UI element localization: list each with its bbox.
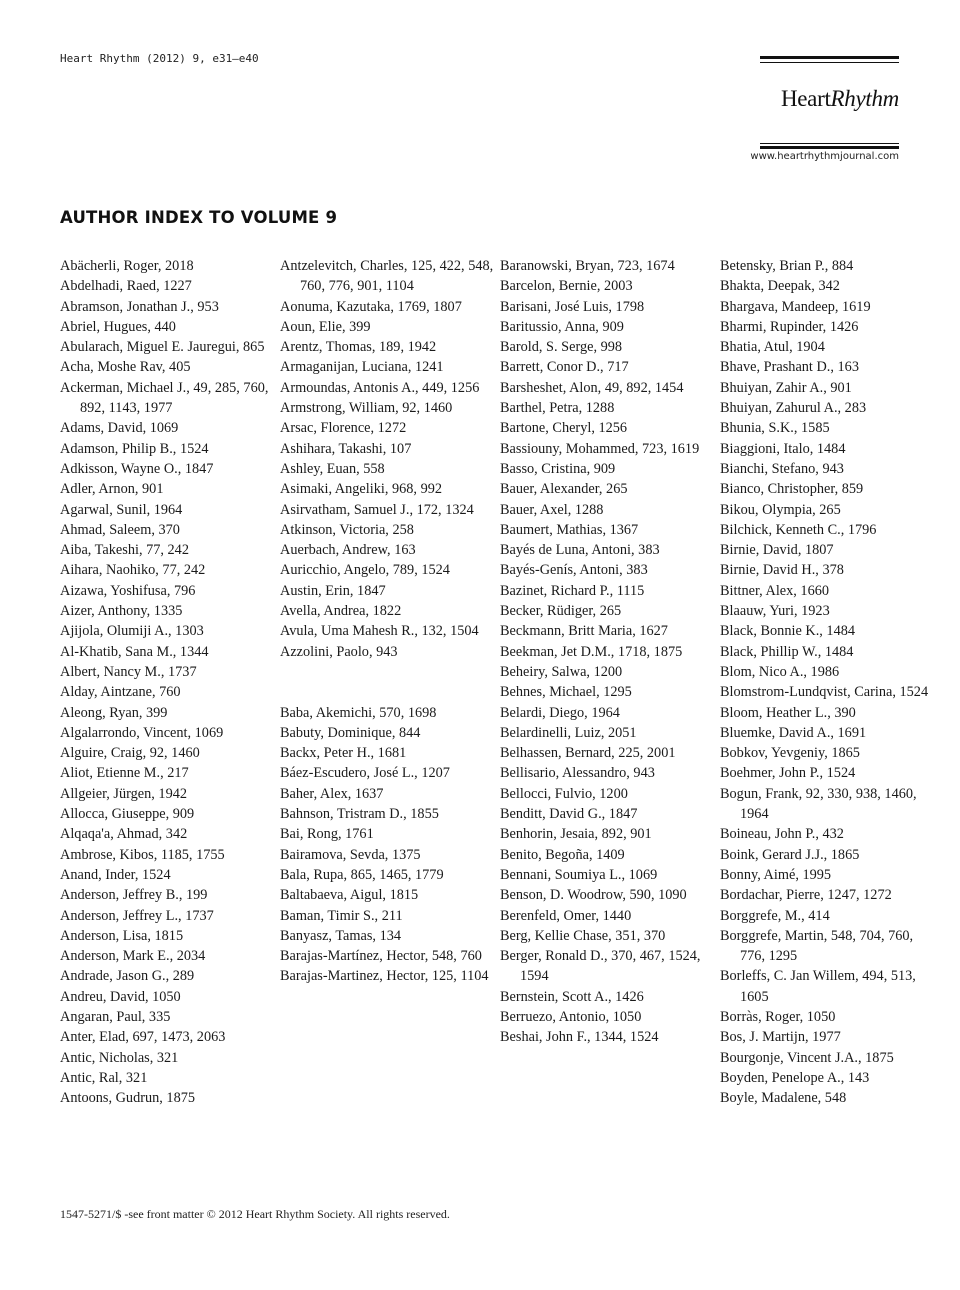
index-entry: Bai, Rong, 1761 <box>280 826 374 843</box>
index-entry: Borleffs, C. Jan Willem, 494, 513, 1605 <box>720 968 916 1005</box>
index-entry: Adkisson, Wayne O., 1847 <box>60 460 214 477</box>
index-entry: Anderson, Jeffrey L., 1737 <box>60 907 214 924</box>
index-entry: Bhave, Prashant D., 163 <box>720 359 859 376</box>
index-entry: Allgeier, Jürgen, 1942 <box>60 785 188 802</box>
index-entry: Bhunia, S.K., 1585 <box>720 420 830 437</box>
index-column-3 <box>500 256 715 1048</box>
index-entry: Allocca, Giuseppe, 909 <box>60 806 195 823</box>
index-entry: Aihara, Naohiko, 77, 242 <box>60 562 206 579</box>
index-entry: Antic, Nicholas, 321 <box>60 1049 179 1066</box>
index-entry: Albert, Nancy M., 1737 <box>60 663 197 680</box>
index-entry: Aleong, Ryan, 399 <box>60 704 168 721</box>
index-entry: Babuty, Dominique, 844 <box>280 724 421 741</box>
index-entry: Borràs, Roger, 1050 <box>720 1008 836 1025</box>
index-entry: Berruezo, Antonio, 1050 <box>500 1008 642 1025</box>
index-entry: Baman, Timir S., 211 <box>280 907 403 924</box>
index-entry: Berg, Kellie Chase, 351, 370 <box>500 927 666 944</box>
index-entry: Bhatia, Atul, 1904 <box>720 339 825 356</box>
index-entry: Alqaqa'a, Ahmad, 342 <box>60 826 188 843</box>
journal-citation: Heart Rhythm (2012) 9, e31–e40 <box>60 52 259 65</box>
index-entry: Boehmer, John P., 1524 <box>720 765 856 782</box>
index-entry: Al-Khatib, Sana M., 1344 <box>60 643 209 660</box>
index-entry: Blomstrom-Lundqvist, Carina, 1524 <box>720 684 929 701</box>
index-entry: Bernstein, Scott A., 1426 <box>500 988 644 1005</box>
index-entry: Barsheshet, Alon, 49, 892, 1454 <box>500 379 684 396</box>
index-entry: Bala, Rupa, 865, 1465, 1779 <box>280 866 444 883</box>
index-entry: Barcelon, Bernie, 2003 <box>500 278 633 295</box>
index-entry: Arsac, Florence, 1272 <box>280 420 407 437</box>
index-entry: Black, Phillip W., 1484 <box>720 643 854 660</box>
index-entry: Baltabaeva, Aigul, 1815 <box>280 887 419 904</box>
index-entry: Bittner, Alex, 1660 <box>720 582 830 599</box>
index-entry: Atkinson, Victoria, 258 <box>280 521 414 538</box>
index-entry: Adams, David, 1069 <box>60 420 179 437</box>
index-entry: Báez-Escudero, José L., 1207 <box>280 765 450 782</box>
index-entry: Borggrefe, M., 414 <box>720 907 830 924</box>
index-entry: Bazinet, Richard P., 1115 <box>500 582 645 599</box>
index-column-2 <box>280 256 495 987</box>
index-entry: Bharmi, Rupinder, 1426 <box>720 318 859 335</box>
index-entry: Algalarrondo, Vincent, 1069 <box>60 724 224 741</box>
index-entry: Bauer, Axel, 1288 <box>500 501 604 518</box>
index-entry: Armstrong, William, 92, 1460 <box>280 400 453 417</box>
index-entry: Anand, Inder, 1524 <box>60 866 171 883</box>
index-entry: Antzelevitch, Charles, 125, 422, 548, 760, 776, 901, 1104 <box>280 258 494 295</box>
index-entry: Basso, Cristina, 909 <box>500 460 616 477</box>
index-entry: Anderson, Lisa, 1815 <box>60 927 184 944</box>
index-entry: Boineau, John P., 432 <box>720 826 844 843</box>
index-entry: Birnie, David, 1807 <box>720 542 834 559</box>
index-entry: Beckmann, Britt Maria, 1627 <box>500 623 668 640</box>
page-title: AUTHOR INDEX TO VOLUME 9 <box>60 208 338 227</box>
index-entry: Bayés-Genís, Antoni, 383 <box>500 562 648 579</box>
index-entry: Bauer, Alexander, 265 <box>500 481 628 498</box>
index-entry: Armaganijan, Luciana, 1241 <box>280 359 444 376</box>
logo-rule-bottom <box>760 146 899 149</box>
index-entry: Betensky, Brian P., 884 <box>720 258 854 274</box>
index-entry: Bloom, Heather L., 390 <box>720 704 856 721</box>
index-entry: Beshai, John F., 1344, 1524 <box>500 1029 659 1046</box>
index-entry: Benito, Begoña, 1409 <box>500 846 625 863</box>
index-entry: Benhorin, Jesaia, 892, 901 <box>500 826 652 843</box>
index-entry: Borggrefe, Martin, 548, 704, 760, 776, 1295 <box>720 927 914 965</box>
index-entry: Austin, Erin, 1847 <box>280 582 386 599</box>
index-entry: Beekman, Jet D.M., 1718, 1875 <box>500 643 683 660</box>
index-entry: Belhassen, Bernard, 225, 2001 <box>500 745 676 762</box>
index-column-1 <box>60 256 275 1108</box>
index-entry: Auricchio, Angelo, 789, 1524 <box>280 562 450 579</box>
index-entry: Bellisario, Alessandro, 943 <box>500 765 655 782</box>
index-entry: Barisani, José Luis, 1798 <box>500 298 645 315</box>
index-entry: Azzolini, Paolo, 943 <box>280 643 398 660</box>
index-entry: Aizer, Anthony, 1335 <box>60 603 183 620</box>
index-entry: Bennani, Soumiya L., 1069 <box>500 866 658 883</box>
index-entry: Berenfeld, Omer, 1440 <box>500 907 632 924</box>
index-entry: Blom, Nico A., 1986 <box>720 663 840 680</box>
index-entry: Bourgonje, Vincent J.A., 1875 <box>720 1049 894 1066</box>
index-entry: Bayés de Luna, Antoni, 383 <box>500 542 660 559</box>
index-entry: Antic, Ral, 321 <box>60 1069 148 1086</box>
index-entry: Boyle, Madalene, 548 <box>720 1090 847 1107</box>
index-entry: Becker, Rüdiger, 265 <box>500 603 622 620</box>
index-entry: Benditt, David G., 1847 <box>500 806 638 823</box>
index-entry: Agarwal, Sunil, 1964 <box>60 501 183 518</box>
logo-rule-top <box>760 56 899 59</box>
index-entry: Acha, Moshe Rav, 405 <box>60 359 191 376</box>
index-entry: Barrett, Conor D., 717 <box>500 359 629 376</box>
index-entry: Abramson, Jonathan J., 953 <box>60 298 219 315</box>
index-entry: Bluemke, David A., 1691 <box>720 724 867 741</box>
index-entry: Baher, Alex, 1637 <box>280 785 384 802</box>
index-entry: Bhargava, Mandeep, 1619 <box>720 298 871 315</box>
index-entry: Berger, Ronald D., 370, 467, 1524, 1594 <box>500 948 701 985</box>
index-entry: Bikou, Olympia, 265 <box>720 501 841 518</box>
section-gap <box>280 662 495 703</box>
index-entry: Baumert, Mathias, 1367 <box>500 521 639 538</box>
index-entry: Bellocci, Fulvio, 1200 <box>500 785 628 802</box>
index-entry: Bordachar, Pierre, 1247, 1272 <box>720 887 892 904</box>
index-entry: Abriel, Hugues, 440 <box>60 318 176 335</box>
index-entry: Barajas-Martinez, Hector, 125, 1104 <box>280 968 489 985</box>
index-entry: Ashley, Euan, 558 <box>280 460 385 477</box>
index-entry: Angaran, Paul, 335 <box>60 1008 171 1025</box>
index-entry: Blaauw, Yuri, 1923 <box>720 603 830 620</box>
index-entry: Anter, Elad, 697, 1473, 2063 <box>60 1029 226 1046</box>
index-entry: Aiba, Takeshi, 77, 242 <box>60 542 189 559</box>
index-entry: Anderson, Mark E., 2034 <box>60 948 206 965</box>
footer-copyright: 1547-5271/$ -see front matter © 2012 Heart Rhythm Society. All rights reserved. <box>60 1207 450 1221</box>
index-entry: Baranowski, Bryan, 723, 1674 <box>500 258 675 274</box>
index-entry: Adamson, Philip B., 1524 <box>60 440 209 457</box>
index-entry: Alday, Aintzane, 760 <box>60 684 181 701</box>
index-entry: Avula, Uma Mahesh R., 132, 1504 <box>280 623 479 640</box>
index-entry: Bonny, Aimé, 1995 <box>720 866 832 883</box>
index-entry: Baritussio, Anna, 909 <box>500 318 624 335</box>
index-entry: Barold, S. Serge, 998 <box>500 339 623 356</box>
index-entry: Baba, Akemichi, 570, 1698 <box>280 704 437 721</box>
index-entry: Avella, Andrea, 1822 <box>280 603 402 620</box>
index-entry: Bassiouny, Mohammed, 723, 1619 <box>500 440 700 457</box>
index-entry: Abächerli, Roger, 2018 <box>60 258 194 274</box>
index-entry: Bilchick, Kenneth C., 1796 <box>720 521 877 538</box>
index-entry: Ackerman, Michael J., 49, 285, 760, 892, 1143, 1977 <box>60 379 269 417</box>
index-entry: Benson, D. Woodrow, 590, 1090 <box>500 887 687 904</box>
index-entry: Birnie, David H., 378 <box>720 562 844 579</box>
index-entry: Bhakta, Deepak, 342 <box>720 278 840 295</box>
index-entry: Arentz, Thomas, 189, 1942 <box>280 339 437 356</box>
index-entry: Aoun, Elie, 399 <box>280 318 371 335</box>
index-entry: Andrade, Jason G., 289 <box>60 968 195 985</box>
index-entry: Ajijola, Olumiji A., 1303 <box>60 623 204 640</box>
index-entry: Antoons, Gudrun, 1875 <box>60 1090 196 1107</box>
index-entry: Alguire, Craig, 92, 1460 <box>60 745 200 762</box>
index-entry: Aizawa, Yoshifusa, 796 <box>60 582 196 599</box>
logo-rule-top-thin <box>760 62 899 63</box>
index-entry: Bhuiyan, Zahir A., 901 <box>720 379 852 396</box>
index-entry: Ashihara, Takashi, 107 <box>280 440 412 457</box>
index-entry: Barthel, Petra, 1288 <box>500 400 615 417</box>
index-entry: Asirvatham, Samuel J., 172, 1324 <box>280 501 474 518</box>
index-entry: Boyden, Penelope A., 143 <box>720 1069 870 1086</box>
index-entry: Anderson, Jeffrey B., 199 <box>60 887 208 904</box>
index-entry: Bobkov, Yevgeniy, 1865 <box>720 745 860 762</box>
index-entry: Ambrose, Kibos, 1185, 1755 <box>60 846 225 863</box>
index-entry: Barajas-Martínez, Hector, 548, 760 <box>280 948 482 965</box>
index-entry: Andreu, David, 1050 <box>60 988 181 1005</box>
index-entry: Asimaki, Angeliki, 968, 992 <box>280 481 443 498</box>
index-entry: Bartone, Cheryl, 1256 <box>500 420 628 437</box>
index-entry: Belardinelli, Luiz, 2051 <box>500 724 637 741</box>
logo-rule-bottom-thin <box>760 143 899 144</box>
index-entry: Aliot, Etienne M., 217 <box>60 765 189 782</box>
index-entry: Bianchi, Stefano, 943 <box>720 460 844 477</box>
index-entry: Behnes, Michael, 1295 <box>500 684 632 701</box>
journal-logo <box>760 86 899 112</box>
index-entry: Backx, Peter H., 1681 <box>280 745 407 762</box>
index-entry: Black, Bonnie K., 1484 <box>720 623 856 640</box>
index-entry: Bogun, Frank, 92, 330, 938, 1460, 1964 <box>720 785 917 823</box>
index-entry: Auerbach, Andrew, 163 <box>280 542 416 559</box>
index-entry: Bianco, Christopher, 859 <box>720 481 864 498</box>
index-entry: Boink, Gerard J.J., 1865 <box>720 846 860 863</box>
index-entry: Bairamova, Sevda, 1375 <box>280 846 421 863</box>
index-entry: Biaggioni, Italo, 1484 <box>720 440 846 457</box>
index-entry: Bhuiyan, Zahurul A., 283 <box>720 400 867 417</box>
index-entry: Beheiry, Salwa, 1200 <box>500 663 623 680</box>
index-entry: Aonuma, Kazutaka, 1769, 1807 <box>280 298 462 315</box>
index-entry: Abularach, Miguel E. Jauregui, 865 <box>60 339 265 356</box>
index-entry: Adler, Arnon, 901 <box>60 481 164 498</box>
index-entry: Belardi, Diego, 1964 <box>500 704 620 721</box>
journal-url: www.heartrhythmjournal.com <box>750 151 899 162</box>
index-column-4 <box>720 256 935 1108</box>
index-entry: Bos, J. Martijn, 1977 <box>720 1029 841 1046</box>
index-entry: Banyasz, Tamas, 134 <box>280 927 402 944</box>
logo-rhythm: Rhythm <box>830 86 899 111</box>
index-entry: Ahmad, Saleem, 370 <box>60 521 180 538</box>
logo-heart: Heart <box>780 86 831 111</box>
index-entry: Bahnson, Tristram D., 1855 <box>280 806 439 823</box>
index-entry: Abdelhadi, Raed, 1227 <box>60 278 192 295</box>
index-entry: Armoundas, Antonis A., 449, 1256 <box>280 379 480 396</box>
